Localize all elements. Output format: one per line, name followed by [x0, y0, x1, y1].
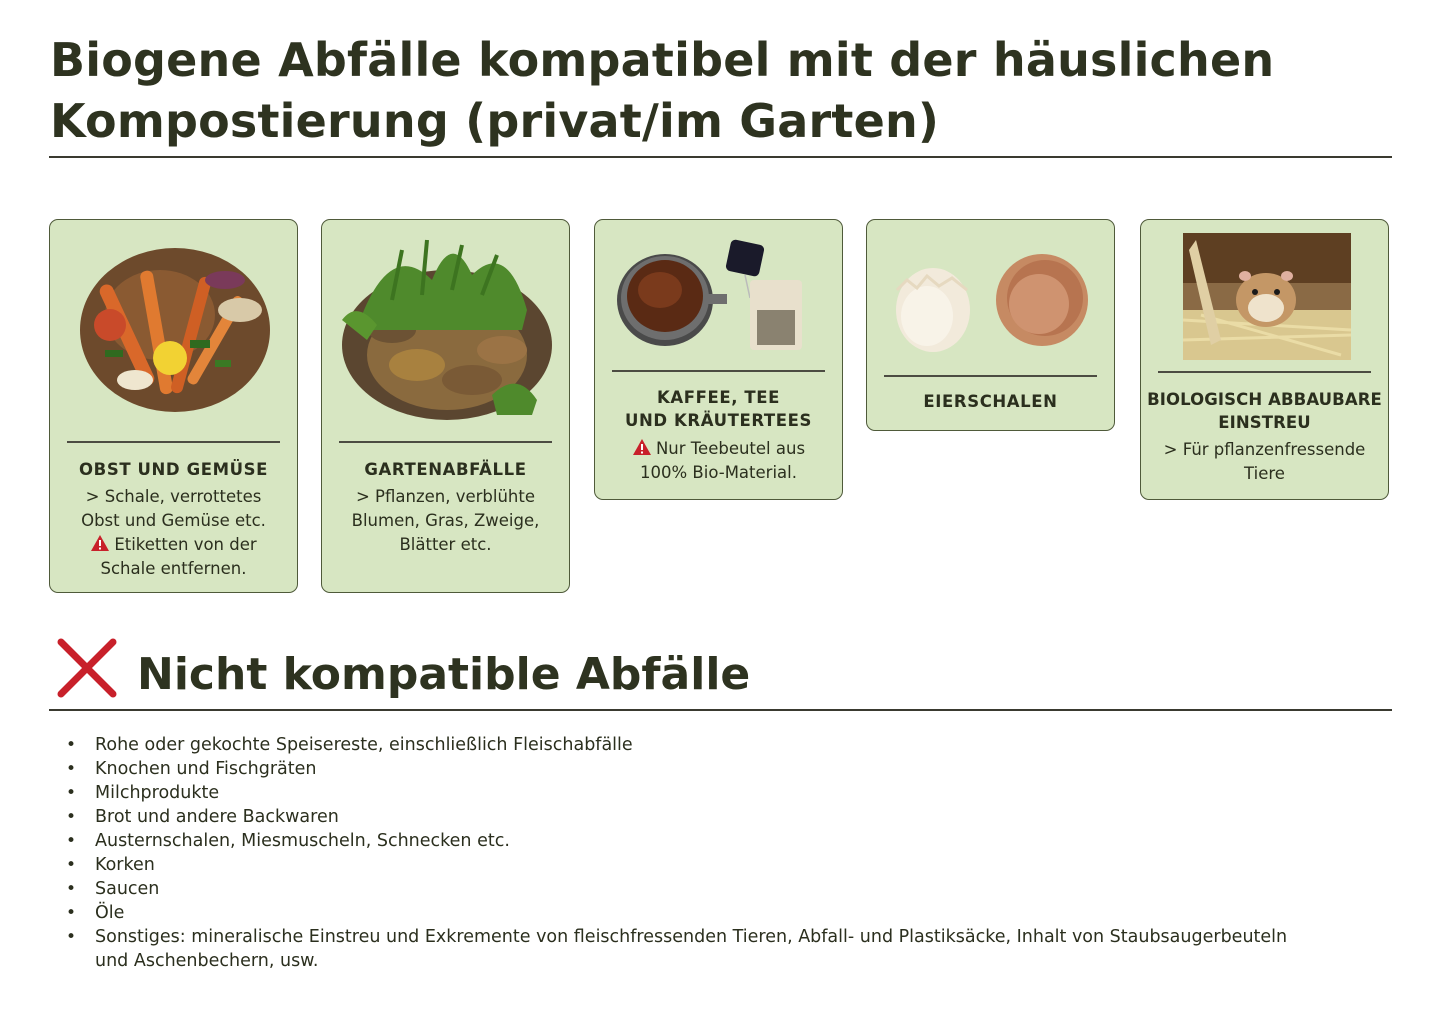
- card-description-line2: Blumen, Gras, Zweige,: [351, 511, 540, 530]
- warning-icon: [90, 534, 110, 552]
- card-description-line2: Tiere: [1244, 464, 1285, 483]
- list-item: • Milchprodukte: [66, 781, 1366, 805]
- eggshells-icon: [867, 220, 1114, 370]
- card-warning: [60, 533, 287, 581]
- card-title-line1: KAFFEE, TEE: [656, 388, 781, 407]
- card-description-line1: > Für pflanzenfressende: [1163, 440, 1366, 459]
- garden-waste-icon: [322, 220, 569, 435]
- list-item: • Brot und andere Backwaren: [66, 805, 1366, 829]
- warning-line2: 100% Bio-Material.: [640, 463, 797, 482]
- list-item: • Öle: [66, 901, 1366, 925]
- card-eggshells: [866, 219, 1115, 431]
- card-title-line1: BIOLOGISCH ABBAUBARE: [1147, 390, 1382, 409]
- list-item-continuation: und Aschenbechern, usw.: [95, 951, 319, 971]
- not-compatible-list: [66, 733, 1366, 973]
- warning-line1: Nur Teebeutel aus: [655, 439, 806, 458]
- card-description-line3: Blätter etc.: [399, 535, 492, 554]
- card-title: [1147, 388, 1382, 434]
- list-item: • Knochen und Fischgräten: [66, 757, 1366, 781]
- list-item: • Rohe oder gekochte Speisereste, einschließlich Fleischabfälle: [66, 733, 1366, 757]
- card-title: GARTENABFÄLLE: [364, 460, 527, 479]
- section-title-not-compatible: Nicht kompatible Abfälle: [137, 649, 751, 700]
- warning-line2: Schale entfernen.: [100, 559, 247, 578]
- list-item: • Austernschalen, Miesmuscheln, Schnecken etc.: [66, 829, 1366, 853]
- card-title: EIERSCHALEN: [923, 392, 1058, 411]
- page-title: [50, 30, 1350, 152]
- cross-icon: [55, 636, 119, 700]
- title-divider: [49, 156, 1392, 158]
- page-title-line2: Kompostierung (privat/im Garten): [50, 94, 940, 148]
- card-fruit-vegetables: [49, 219, 298, 593]
- card-divider: [339, 441, 552, 443]
- card-description: [1151, 438, 1378, 486]
- page-title-line1: Biogene Abfälle kompatibel mit der häuslichen: [50, 33, 1275, 87]
- card-description: [60, 485, 287, 533]
- card-description: [332, 485, 559, 557]
- fruit-vegetable-scraps-icon: [50, 220, 297, 435]
- card-divider: [1158, 371, 1371, 373]
- card-title-line2: EINSTREU: [1218, 413, 1311, 432]
- card-warning: [605, 437, 832, 485]
- hamster-bedding-icon: [1141, 220, 1388, 360]
- list-item: • Sonstiges: mineralische Einstreu und Exkremente von fleischfressenden Tieren, Abfall- und Plastiksäcke, Inhalt von Staubsaugerbeuteln: [66, 925, 1366, 949]
- card-divider: [884, 375, 1097, 377]
- card-coffee-tea: [594, 219, 843, 500]
- card-title: [601, 386, 836, 432]
- section-divider: [49, 709, 1392, 711]
- list-item: • Korken: [66, 853, 1366, 877]
- card-divider: [67, 441, 280, 443]
- list-item: • Saucen: [66, 877, 1366, 901]
- card-description-line1: > Schale, verrottetes: [85, 487, 262, 506]
- warning-icon: [632, 438, 652, 456]
- card-description-line2: Obst und Gemüse etc.: [81, 511, 266, 530]
- card-divider: [612, 370, 825, 372]
- card-garden-waste: [321, 219, 570, 593]
- card-biodegradable-bedding: [1140, 219, 1389, 500]
- card-description-line1: > Pflanzen, verblühte: [355, 487, 536, 506]
- coffee-tea-icon: [595, 220, 842, 360]
- warning-line1: Etiketten von der: [114, 535, 257, 554]
- card-title-line2: UND KRÄUTERTEES: [625, 411, 812, 430]
- card-title: OBST UND GEMÜSE: [79, 460, 268, 479]
